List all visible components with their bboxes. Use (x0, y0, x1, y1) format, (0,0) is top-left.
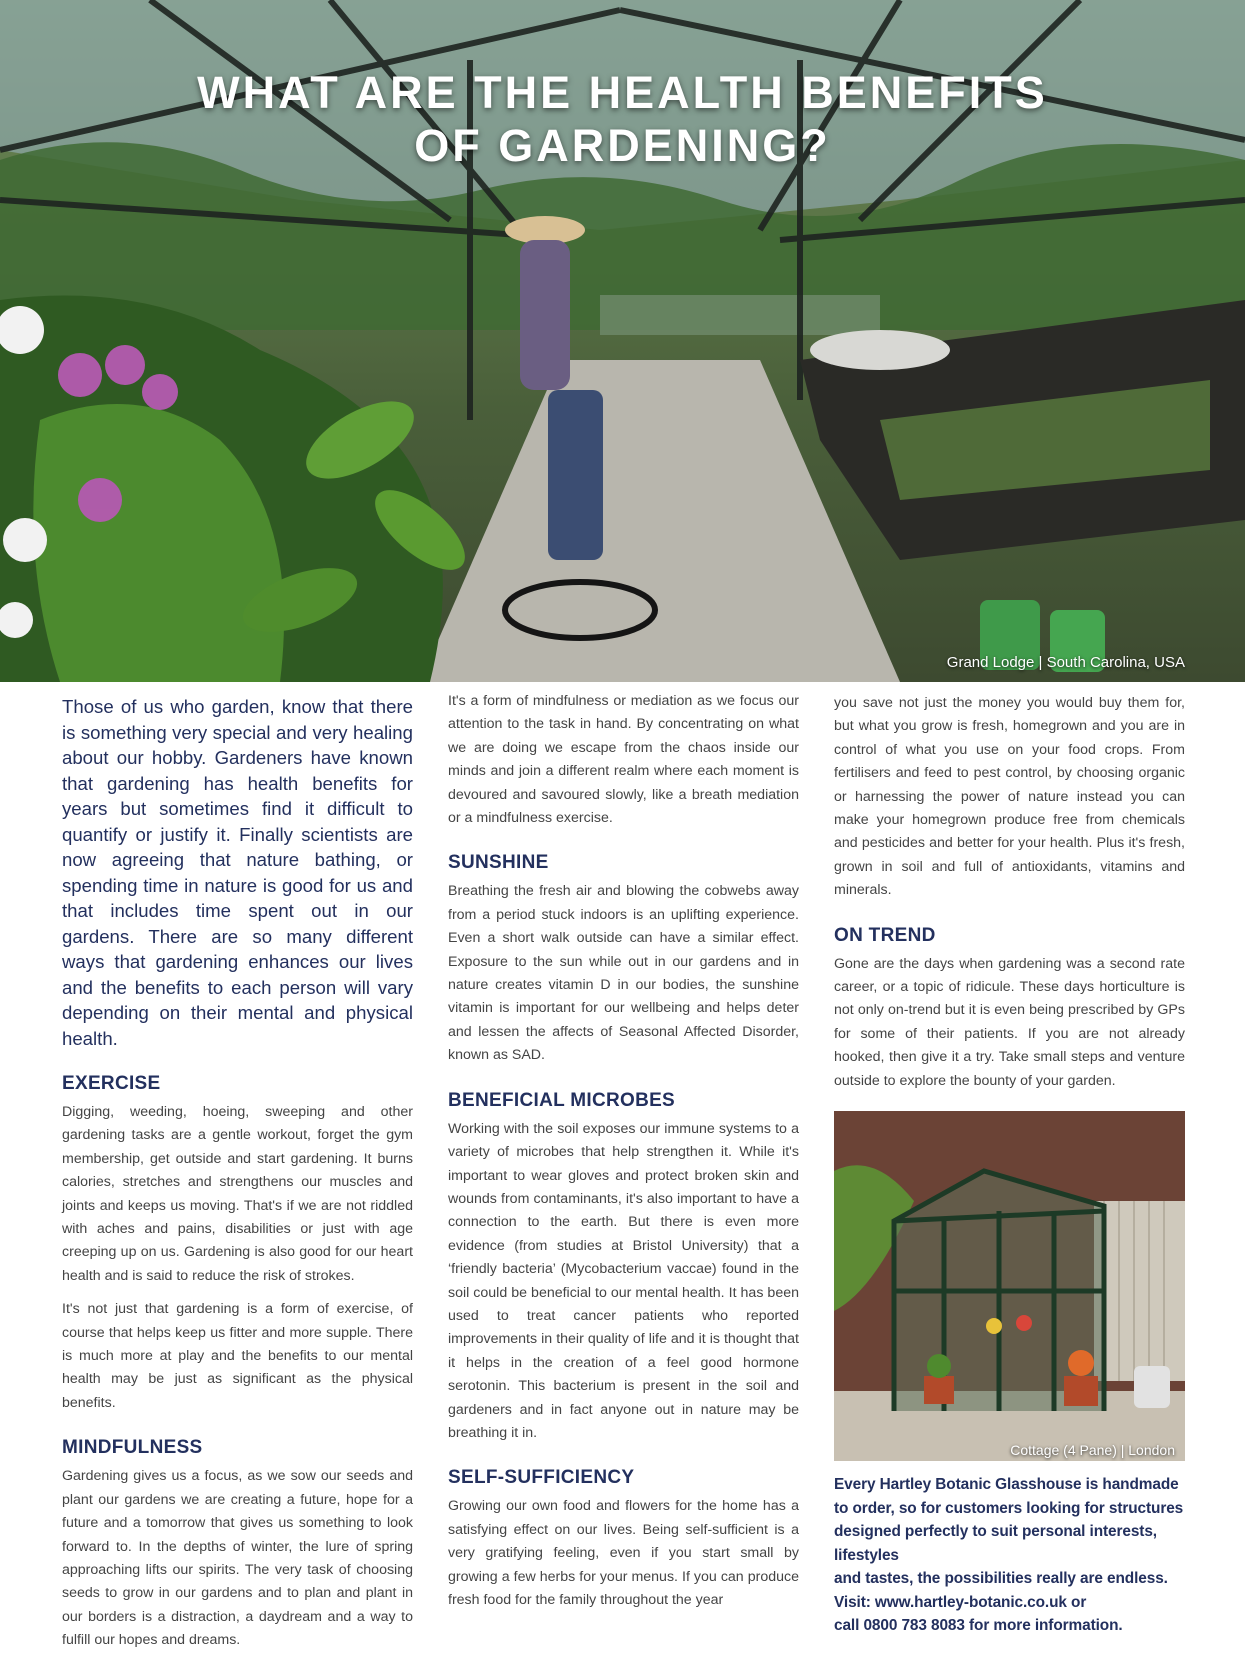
inset-image (834, 1111, 1185, 1461)
mindfulness-heading: MINDFULNESS (62, 1437, 203, 1459)
cottage-greenhouse-illustration (834, 1111, 1185, 1461)
page-title (0, 66, 1245, 172)
page-title-line-1: WHAT ARE THE HEALTH BENEFITS (197, 67, 1048, 118)
on-trend-paragraph: Gone are the days when gardening was a second rate career, or a topic of ridicule. These days horticulture is not only on-trend but it is even being prescribed by GPs for some of their patients. If you are not already hooked, then give it a try. Take small steps and venture outside to explore the bounty of your garden. (834, 955, 1185, 1089)
self-sufficiency-heading: SELF-SUFFICIENCY (448, 1467, 635, 1489)
on-trend-heading: ON TREND (834, 924, 936, 946)
exercise-heading: EXERCISE (62, 1073, 161, 1094)
mindfulness-paragraph-1: Gardening gives us a focus, as we sow our seeds and plant our gardens we are creating a future, hope for a future and a tomorrow that gives us something to look forward to. In the depths of winter, the lure of spring approaching lifts our spirits. The very task of choosing seeds to grow in our gardens and to plan and plant in our borders is a distraction, a daydream and a way to fulfill our hopes and dreams. (62, 1468, 413, 1649)
column-3 (834, 690, 1185, 1638)
promo-line-4: and tastes, the possibilities really are endless. (834, 1570, 1168, 1588)
microbes-heading: BENEFICIAL MICROBES (448, 1089, 676, 1111)
hero-caption: Grand Lodge | South Carolina, USA (946, 654, 1185, 671)
column-2 (448, 690, 799, 1612)
promo-line-2: to order, so for customers looking for structures (834, 1499, 1184, 1517)
page-title-line-2: OF GARDENING? (414, 120, 831, 171)
promo-line-3: designed perfectly to suit personal interests, lifestyles (834, 1523, 1157, 1564)
sunshine-paragraph: Breathing the fresh air and blowing the cobwebs away from a period stuck indoors is an uplifting experience. Even a short walk outside can have a similar effect. Exposure to the sun while out in our gardens and in nature creates vitamin D in our bodies, the sunshine vitamin is important for our wellbeing and helps deter and lessen the affects of Seasonal Affected Disorder, known as SAD. (448, 883, 799, 1064)
promo-line-5: Visit: www.hartley-botanic.co.uk or (834, 1593, 1087, 1611)
exercise-paragraph-2: It's not just that gardening is a form of exercise, of course that helps keep us fitter and more supple. There is much more at play and the benefits to our mental health may be just as significant as the physical benefits. (62, 1301, 413, 1411)
intro-paragraph: Those of us who garden, know that there is something very special and very healing about our hobby. Gardeners have known that gardening has health benefits for years but sometimes find it difficult to quantify or justify it. Finally scientists are now agreeing that nature bathing, or spending time in nature is good for us and that includes time spent out in our gardens. There are so many different ways that gardening enhances our lives and the benefits to each person will vary depending on their mental and physical health. (62, 696, 413, 1049)
mindfulness-paragraph-2: It's a form of mindfulness or mediation as we focus our attention to the task in hand. By concentrating on what we are doing we escape from the chaos inside our minds and join a different realm where each moment is devoured and savoured slowly, like a breath mediation or a mindfulness exercise. (448, 693, 799, 827)
sunshine-heading: SUNSHINE (448, 852, 549, 874)
promo-line-6: call 0800 783 8083 for more information. (834, 1617, 1123, 1635)
promo-text (834, 1473, 1185, 1638)
promo-line-1: Every Hartley Botanic Glasshouse is handmade (834, 1476, 1179, 1494)
column-1 (62, 690, 413, 1653)
self-sufficiency-paragraph-2: you save not just the money you would buy them for, but what you grow is fresh, homegrown and you are in control of what you use on your food crops. From fertilisers and feed to pest control, by choosing organic or harnessing the power of nature instead you can make your homegrown produce free from chemicals and pesticides and better for your health. Plus it's fresh, grown in soil and full of antioxidants, vitamins and minerals. (834, 695, 1185, 899)
microbes-paragraph: Working with the soil exposes our immune systems to a variety of microbes that help strengthen it. While it's important to wear gloves and protect broken skin and wounds from contaminants, it's also important to have a connection to the earth. But there is even more evidence (from studies at Bristol University) that a ‘friendly bacteria’ (Mycobacterium vaccae) found in the soil could be beneficial to our mental health. It has been used to treat cancer patients who reported improvements in their quality of life and it is thought that it helps in the creation of a feel good hormone serotonin. This bacterium is present in the soil and gardeners and in fact anyone out in nature may be breathing it in. (448, 1120, 799, 1441)
inset-caption: Cottage (4 Pane) | London (1010, 1442, 1175, 1459)
self-sufficiency-paragraph-1: Growing our own food and flowers for the home has a satisfying effect on our lives. Being self-sufficient is a very gratifying feeling, even if you start small by growing a few herbs for your menus. If you can produce fresh food for the family throughout the year (448, 1498, 799, 1608)
hero-image (0, 0, 1245, 682)
exercise-paragraph-1: Digging, weeding, hoeing, sweeping and other gardening tasks are a gentle workout, forget the gym membership, get outside and start gardening. It burns calories, stretches and strengthens our muscles and joints and keeps us moving. That's if we are not riddled with aches and pains, disabilities or just with age creeping up on us. Gardening is also good for our heart health and is said to reduce the risk of strokes. (62, 1104, 413, 1284)
